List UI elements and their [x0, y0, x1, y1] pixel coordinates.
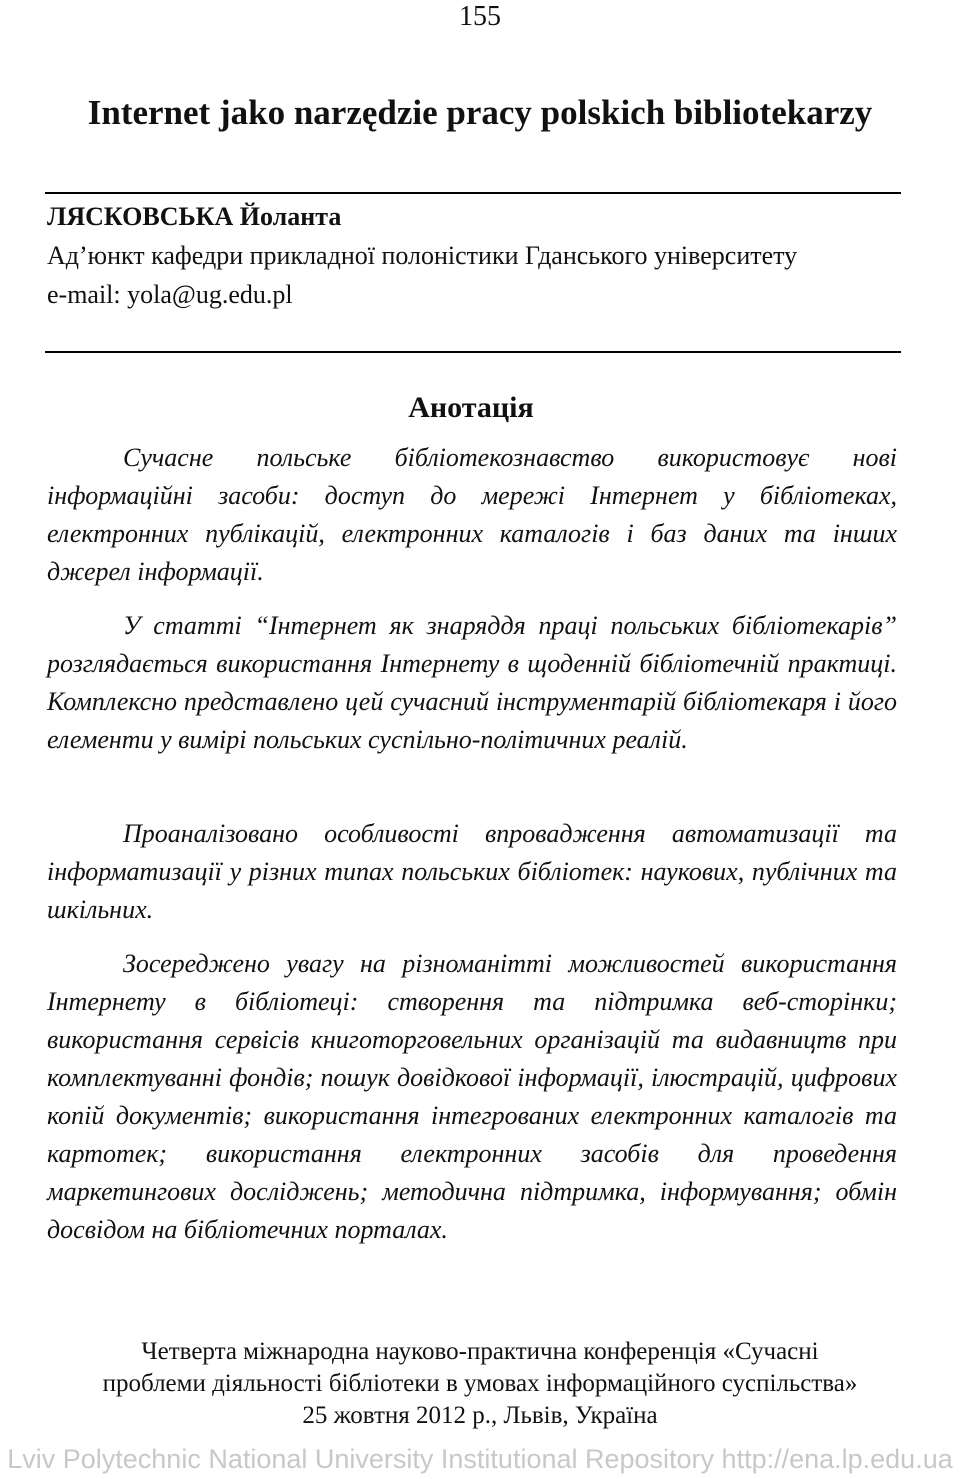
abstract-paragraph-text: Зосереджено увагу на різноманітті можливостей використання Інтернету в бібліотеці: створення та підтримка веб-сторінки; використання сервісів книготорговельних організацій та видавництв при комплектуванні фондів; пошук довідкової інформації, ілюстрацій, цифрових копій документів; використання інтегрованих електронних каталогів та картотек; використання електронних засобів для проведення маркетингових досліджень; методична підтримка, інформування; обмін досвідом на бібліотечних порталах.: [47, 949, 897, 1244]
page-number: 155: [459, 1, 501, 32]
author-affiliation: Ад’юнкт кафедри прикладної полоністики Гданського університету: [47, 241, 798, 270]
abstract-paragraph-text: Проаналізовано особливості впровадження автоматизації та інформатизації у різних типах польських бібліотек: наукових, публічних та шкільних.: [47, 819, 897, 924]
conference-line-3: 25 жовтня 2012 р., Львів, Україна: [302, 1402, 658, 1429]
abstract-heading: Анотація: [408, 391, 534, 424]
article-title: Internet jako narzędzie pracy polskich bibliotekarzy: [87, 93, 873, 132]
conference-line-1: Четверта міжнародна науково-практична конференція «Сучасні: [141, 1338, 819, 1365]
abstract-paragraph: [47, 439, 897, 591]
divider-bottom: [45, 351, 901, 353]
conference-line-2: проблеми діяльності бібліотеки в умовах інформаційного суспільства»: [102, 1370, 858, 1397]
author-email: e-mail: yola@ug.edu.pl: [47, 280, 293, 309]
abstract-paragraph-text: Сучасне польське бібліотекознавство використовує нові інформаційні засоби: доступ до мережі Інтернет у бібліотеках, електронних публікацій, електронних каталогів і баз даних та інших джерел інформації.: [47, 443, 897, 586]
divider-top: [45, 192, 901, 194]
abstract-paragraph-text: У статті “Інтернет як знаряддя праці польських бібліотекарів” розглядається використання Інтернету в щоденній бібліотечній практиці. Комплексно представлено цей сучасний інструментарій бібліотекаря і його елементи у вимірі польських суспільно-політичних реалій.: [47, 611, 897, 754]
author-block: [47, 197, 897, 314]
repository-watermark: Lviv Polytechnic National University Institutional Repository http://ena.lp.edu.ua: [7, 1444, 953, 1474]
abstract-paragraph: [47, 945, 897, 1249]
abstract-paragraph: [47, 815, 897, 929]
author-name: ЛЯСКОВСЬКА Йоланта: [47, 202, 342, 231]
conference-footer: [20, 1336, 940, 1432]
abstract-paragraph: [47, 607, 897, 759]
